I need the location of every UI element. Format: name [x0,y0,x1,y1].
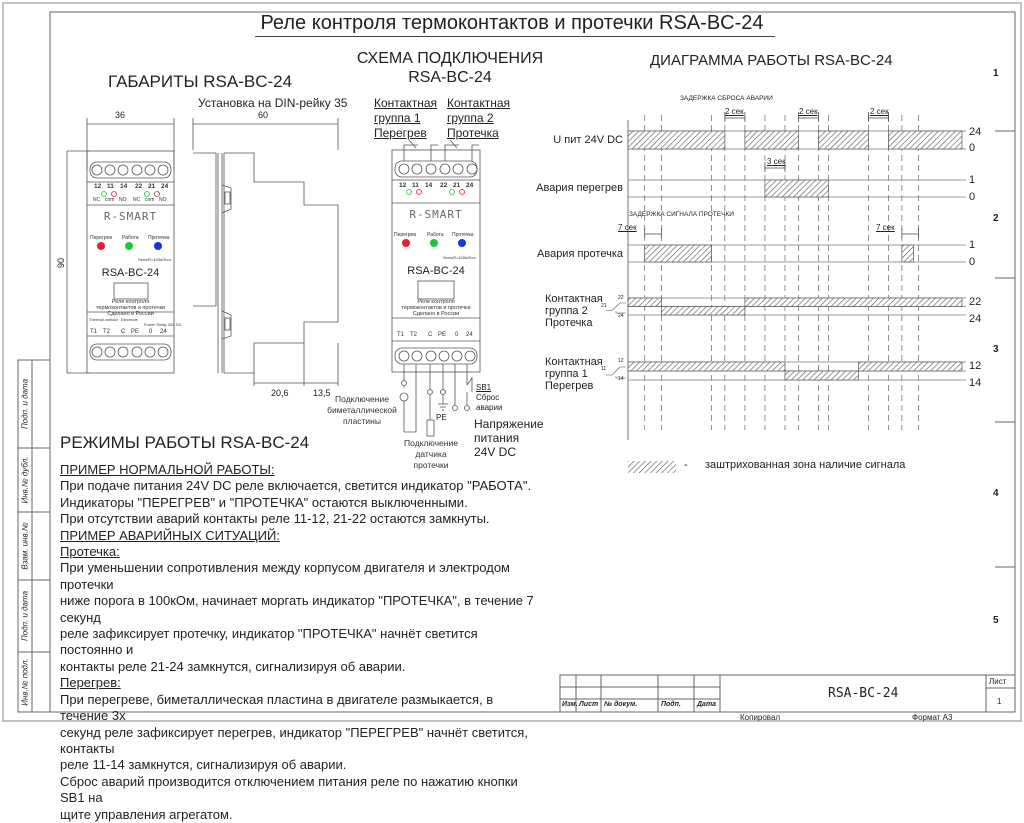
row-label-overheat: Авария перегрев [536,182,623,194]
tb-col-doc: № докум. [604,701,638,708]
leak-delay-label: ЗАДЕРЖКА СИГНАЛА ПРОТЕЧКИ [629,211,734,218]
terminal-label: 11 [412,182,419,189]
pin-label: 12 [618,358,624,364]
terminal-label: 21 [148,183,156,190]
signal-span-bottom [785,371,858,380]
contact-label: com [105,197,115,203]
wiring-model: RSA-BC-24 [408,69,492,86]
pin-label: 11 [601,366,607,372]
contact-symbol [606,303,626,311]
brand-logo: R-SMART [103,210,158,223]
din-note: Установка на DIN-рейку 35 [198,96,348,110]
modes-heading: РЕЖИМЫ РАБОТЫ RSA-BC-24 [60,433,310,452]
group-label: Thermal contact [89,317,118,322]
tb-sheet-number: 1 [997,697,1002,706]
power-label: питания [474,431,520,445]
delay-label: 7 сек [618,223,637,232]
terminal-label-bottom: 0 [455,332,459,338]
contact-label: NC [133,197,141,203]
indicator-label: Протечка [452,232,474,238]
signal-span-top [858,362,962,371]
terminal-label-bottom: T2 [410,332,418,338]
sensitivity-label: Sens/R=100kOhm [138,257,171,262]
timing-heading: ДИАГРАММА РАБОТЫ RSA-BC-24 [650,52,893,69]
tb-col-sheet: Лист [579,701,599,708]
normal-heading: ПРИМЕР НОРМАЛЬНОЙ РАБОТЫ: [60,462,275,477]
row-label-line: группа 1 [545,368,588,380]
terminal-label: 24 [161,183,169,190]
bimetal-line: пластины [343,416,381,426]
bimetal-line: биметаллической [327,405,397,415]
reset-delay-label: ЗАДЕРЖКА СБРОСА АВАРИИ [680,95,773,102]
terminal-label-bottom: T2 [103,329,111,335]
terminal-label-bottom: PE [438,332,447,338]
level-label: 24 [969,313,982,325]
terminal-label-bottom: 0 [149,329,153,335]
group1-label-1: Контактная [374,96,438,110]
device-desc: Сделано в России [107,311,154,317]
brand-logo: R-SMART [409,208,463,221]
zone-number: 3 [993,344,999,355]
device-model: RSA-BC-24 [101,267,160,279]
terminal-label-bottom: T1 [90,329,98,335]
signal-span [902,245,914,262]
level-label: 24 [969,126,982,138]
leak-sensor-line: Подключение [404,438,458,448]
reset-label: аварии [476,403,503,412]
device-desc: Реле контроля [417,299,455,305]
stamp-inv-orig: Инв.№ подл. [20,658,30,706]
dim-width-side: 60 [258,110,269,120]
leak-line: ниже порога в 100кОм, начинает моргать индикатор "ПРОТЕЧКА", в течение 7 секунд [60,593,534,625]
terminal-label: 12 [399,182,407,189]
level-label: 0 [969,142,976,154]
tb-designation: RSA-BC-24 [828,686,899,701]
group2-label-3: Протечка [447,126,499,140]
signal-span-bottom [661,307,745,316]
terminal-label-bottom: T1 [397,332,405,338]
overheat-line: щите управления агрегатом. [60,806,233,822]
leak-line: контакты реле 21-24 замкнутся, сигнализируя об аварии. [60,658,406,674]
normal-line: При отсутствии аварий контакты реле 11-12, 21-22 остаются замкнуты. [60,511,490,527]
power-label: 24V DC [474,445,517,459]
signal-span [628,131,725,149]
terminal-label-bottom: C [428,332,433,338]
level-label: 0 [969,256,976,268]
terminal-label-bottom: 24 [466,332,473,338]
terminal-label: 14 [425,182,433,189]
group2-label-1: Контактная [447,96,511,110]
tb-col-change: Изм. [562,701,578,708]
terminal-label: 14 [120,183,128,190]
level-label: 12 [969,360,982,372]
leak-line: реле зафиксирует протечку, индикатор "ПРОТЕЧКА" начнёт светится постоянно и [60,626,478,658]
level-label: 1 [969,239,976,251]
device-model: RSA-BC-24 [407,265,465,277]
dim-width-front: 36 [115,110,126,120]
contact-label: NC [93,197,101,203]
terminal-label: 22 [135,183,143,190]
dim-depth-a: 20,6 [271,388,289,398]
leak-line: При уменьшении сопротивления между корпусом двигателя и электродом протечки [60,560,510,592]
legend-hatch-swatch [628,460,676,472]
row-label-group1 [545,356,603,392]
delay-label: 7 сек [876,223,895,232]
indicator-label: Протечка [148,235,170,241]
group-label: Power Relay 24V DC [144,322,182,327]
level-label: 14 [969,377,982,389]
group-label: Electrode [121,317,138,322]
signal-span [645,245,712,262]
stamp-replace-inv: Взам. инв.№ [20,522,30,570]
dim-height: 90 [56,257,67,269]
terminal-label-bottom: PE [131,329,140,335]
stamp-inv-dup: Инв.№ дубл. [20,456,30,504]
stamp-sign-date-2: Подп. и дата [20,590,30,642]
row-label-leak: Авария протечка [537,248,623,260]
contact-symbol [606,367,626,375]
zone-number: 1 [993,68,999,79]
overheat-line: реле 11-14 замкнутся, сигнализируя об аварии. [60,757,347,773]
device-desc: Реле контроля [111,299,150,305]
sensitivity-label: Sens/R=100kOhm [443,255,476,260]
pin-label: 14 [618,376,624,382]
delay-label: 2 сек [870,107,889,116]
device-desc: термоконтактов и протечки [401,305,471,311]
group1-label-3: Перегрев [374,126,427,140]
device-desc: термоконтактов и протечки [95,305,166,311]
contact-label: NO [159,197,167,203]
level-label: 0 [969,191,976,203]
leak-heading: Протечка: [60,544,120,560]
overheat-line: Сброс аварий производится отключением питания реле по нажатию кнопки SB1 на [60,773,518,806]
overheat-heading: Перегрев: [60,675,121,691]
terminal-label: 12 [94,183,102,190]
signal-span-top [628,362,785,371]
row-label-line: группа 2 [545,305,588,317]
reset-label: Сброс [476,393,500,402]
indicator-label: Работа [427,232,444,238]
tb-copied: Копировал [740,713,781,722]
legend-text: заштрихованная зона наличие сигнала [705,459,906,471]
tb-col-sign: Подп. [661,701,681,708]
contact-label: NO [119,197,127,203]
signal-span [745,131,798,149]
row-label-power: U пит 24V DC [553,134,623,146]
signal-span-top [745,298,962,307]
wiring-heading: СХЕМА ПОДКЛЮЧЕНИЯ [356,50,544,67]
terminal-label-bottom: 24 [160,329,167,335]
delay-label: 2 сек [725,107,744,116]
leak-sensor-line: датчика [415,449,447,459]
stamp-sign-date: Подп. и дата [20,378,30,430]
tb-col-date: Дата [697,701,717,708]
contact-label: com [145,197,155,203]
row-label-line: Контактная [545,293,603,305]
indicator-label: Перегрев [90,235,112,241]
dimensions-heading: ГАБАРИТЫ RSA-BC-24 [108,72,293,91]
delay-label: 2 сек [799,107,818,116]
pin-label: 24 [618,313,624,319]
legend-dash: - [684,459,688,471]
row-label-line: Контактная [545,356,603,368]
bimetal-line: Подключение [335,394,389,404]
page-title: Реле контроля термоконтактов и протечки RSA-BC-24 [260,12,764,34]
overheat-line: При перегреве, биметаллическая пластина в двигателе размыкается, в течение 3х [60,691,494,724]
row-label-line: Протечка [545,317,593,329]
tb-sheet-label: Лист [989,677,1007,686]
dim-depth-b: 13,5 [313,388,331,398]
terminal-label-bottom: C [121,329,126,335]
overheat-line: секунд реле зафиксирует перегрев, индикатор "ПЕРЕГРЕВ" начнёт светится, контакты [60,724,528,756]
zone-number: 5 [993,615,999,626]
delay-label: 3 сек [767,157,786,166]
normal-line: Индикаторы "ПЕРЕГРЕВ" и "ПРОТЕЧКА" остаются выключенными. [60,494,468,510]
indicator-label: Работа [122,235,139,241]
leak-sensor-line: протечки [413,460,449,470]
power-label: Напряжение [474,417,544,431]
group1-label-2: группа 1 [374,111,421,125]
pe-label: PE [436,413,447,422]
group2-label-2: группа 2 [447,111,494,125]
row-label-group2 [545,293,603,329]
level-label: 22 [969,296,982,308]
terminal-label: 11 [107,183,114,190]
pin-label: 21 [601,303,607,309]
normal-line: При подаче питания 24V DC реле включается, светится индикатор "РАБОТА". [60,478,532,494]
tb-format: Формат А3 [912,713,953,722]
terminal-label: 22 [440,182,448,189]
pin-label: 22 [618,295,624,301]
row-label-line: Перегрев [545,380,594,392]
alarm-heading: ПРИМЕР АВАРИЙНЫХ СИТУАЦИЙ: [60,527,280,543]
signal-span [889,131,962,149]
zone-number: 2 [993,213,999,224]
level-label: 1 [969,174,976,186]
device-desc: Сделано в России [412,311,460,317]
zone-number: 4 [993,488,999,499]
signal-span [765,180,828,197]
terminal-label: 21 [453,182,461,189]
terminal-label: 24 [466,182,474,189]
sb1-label[interactable]: SB1 [476,383,492,392]
indicator-label: Перегрев [394,232,416,238]
signal-span [818,131,868,149]
signal-span-top [628,298,661,307]
